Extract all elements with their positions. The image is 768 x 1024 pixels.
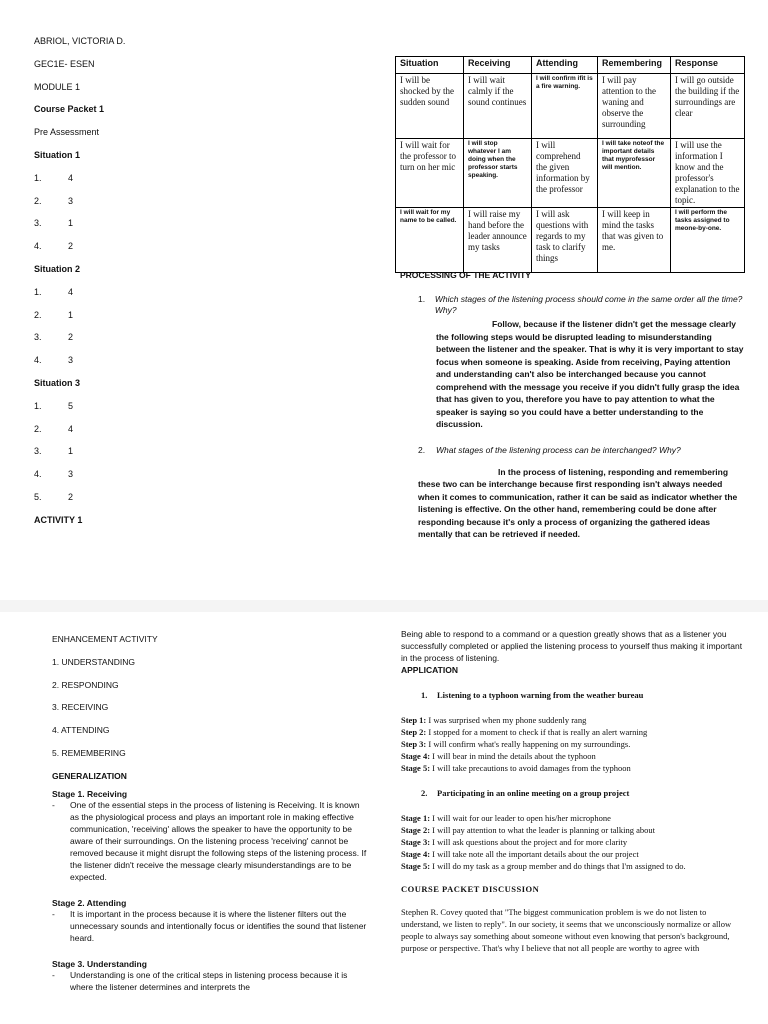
pre-assessment-label: Pre Assessment bbox=[34, 127, 100, 138]
table-cell: I will go outside the building if the surroundings are clear bbox=[671, 74, 745, 139]
left-column bbox=[34, 30, 364, 532]
stage-title: Stage 1. Receiving bbox=[52, 788, 128, 799]
enhancement-section bbox=[52, 628, 370, 993]
discussion-title: COURSE PACKET DISCUSSION bbox=[401, 884, 540, 894]
answer-item: 4. 3 bbox=[34, 355, 74, 366]
stage-text: - One of the essential steps in the process of listening is Receiving. It is known as the physiological process and plays an important role in making effective communication, 'receiving' allows the speaker to have the opportunity to be aware of their surroundings. On the listening process 'receiving' cannot be removed because it might disrupt the following steps of the listening process. If the listener didn't receive the message clearly misunderstandings are to be expected. bbox=[52, 799, 367, 882]
table-cell: I will keep in mind the tasks that was given to me. bbox=[598, 208, 671, 273]
generalization-title: GENERALIZATION bbox=[52, 770, 127, 781]
table-cell: I will confirm ifit is a fire warning. bbox=[532, 74, 598, 139]
application-step: Step 2: I stopped for a moment to check if that is really an alert warning bbox=[401, 727, 648, 737]
answer-item: 3. 1 bbox=[34, 218, 74, 229]
enhancement-item: 2. RESPONDING bbox=[52, 679, 119, 690]
application-step: Stage 4: I will take note all the important details about the our project bbox=[401, 849, 639, 859]
activity-1-label: ACTIVITY 1 bbox=[34, 514, 83, 525]
enhancement-item: 3. RECEIVING bbox=[52, 702, 109, 713]
listening-stages-table bbox=[395, 56, 744, 273]
application-step: Step 1: I was surprised when my phone suddenly rang bbox=[401, 715, 587, 725]
table-cell: I will wait for the professor to turn on her mic bbox=[396, 139, 464, 208]
table-row bbox=[396, 208, 745, 273]
answer-item: 1. 5 bbox=[34, 400, 74, 411]
answer-item: 3. 2 bbox=[34, 332, 74, 343]
intro-paragraph: Being able to respond to a command or a question greatly shows that as a listener you successfully completed or applied the listening process to yourself thus making it important in the process of listening. bbox=[401, 629, 743, 663]
table-cell: I will comprehend the given information by the professor bbox=[532, 139, 598, 208]
application-step: Stage 1: I will wait for our leader to open his/her microphone bbox=[401, 813, 611, 823]
situation-title: Situation 3 bbox=[34, 377, 81, 388]
question-2: 2. What stages of the listening process can be interchanged? Why? bbox=[418, 444, 681, 455]
table-cell: I will wait calmly if the sound continues bbox=[464, 74, 532, 139]
stage-title: Stage 2. Attending bbox=[52, 897, 127, 908]
application-1-title: 1. Listening to a typhoon warning from the weather bureau bbox=[421, 690, 644, 700]
application-2-title: 2. Participating in an online meeting on a group project bbox=[421, 788, 630, 798]
course-packet-label: Course Packet 1 bbox=[34, 104, 105, 115]
table-cell: I will pay attention to the waning and observe the surrounding bbox=[598, 74, 671, 139]
enhancement-item: 1. UNDERSTANDING bbox=[52, 656, 135, 667]
answer-1: Follow, because if the listener didn't get the message clearly the following steps would be disrupted leading to misunderstanding between the listener and the speaker. That is why it is very important to stay focus when someone is speaking. Aside from receiving, Paying attention and understanding can't also be interchanged because you cannot comprehend with the message you receive if you didn't fully grasp the idea that has given to you, therefore you have to pay attention to what the speaker is saying so you could have a better understanding to the discussion. bbox=[436, 319, 744, 429]
answer-item: 1. 4 bbox=[34, 286, 74, 297]
enhancement-item: 4. ATTENDING bbox=[52, 725, 110, 736]
application-section bbox=[401, 628, 746, 954]
header-remembering: Remembering bbox=[598, 57, 671, 74]
stage-text: - Understanding is one of the critical steps in listening process because it is where the listener determines and interprets the bbox=[52, 969, 348, 992]
application-step: Stage 5: I will take precautions to avoid damages from the typhoon bbox=[401, 763, 631, 773]
table-row bbox=[396, 74, 745, 139]
table-cell: I will take noteof the important details that myprofessor will mention. bbox=[598, 139, 671, 208]
answer-item: 2. 3 bbox=[34, 195, 74, 206]
table-cell: I will raise my hand before the leader announce my tasks bbox=[464, 208, 532, 273]
page-separator bbox=[0, 600, 768, 612]
table-cell: I will perform the tasks assigned to meone-by-one. bbox=[671, 208, 745, 273]
table-cell: I will be shocked by the sudden sound bbox=[396, 74, 464, 139]
application-step: Step 3: I will confirm what's really happening on my surroundings. bbox=[401, 739, 631, 749]
header-receiving: Receiving bbox=[464, 57, 532, 74]
application-step: Stage 5: I will do my task as a group member and do things that I'm assigned to do. bbox=[401, 861, 686, 871]
answer-item: 3. 1 bbox=[34, 446, 74, 457]
student-name: ABRIOL, VICTORIA D. bbox=[34, 36, 126, 46]
enhancement-item: 5. REMEMBERING bbox=[52, 747, 126, 758]
module-label: MODULE 1 bbox=[34, 81, 81, 92]
header-response: Response bbox=[671, 57, 745, 74]
table-row bbox=[396, 139, 745, 208]
course-code: GEC1E- ESEN bbox=[34, 58, 95, 69]
answer-item: 1. 4 bbox=[34, 172, 74, 183]
table-cell: I will stop whatever I am doing when the professor starts speaking. bbox=[464, 139, 532, 208]
question-1: 1. Which stages of the listening process should come in the same order all the time? Why? bbox=[418, 294, 743, 315]
application-step: Stage 3: I will ask questions about the project and for more clarity bbox=[401, 837, 628, 847]
answer-item: 4. 2 bbox=[34, 241, 74, 252]
application-title: APPLICATION bbox=[401, 665, 458, 675]
answer-item: 5. 2 bbox=[34, 491, 74, 502]
stage-title: Stage 3. Understanding bbox=[52, 958, 147, 969]
table-cell: I will wait for my name to be called. bbox=[396, 208, 464, 273]
answer-item: 4. 3 bbox=[34, 469, 74, 480]
enhancement-title: ENHANCEMENT ACTIVITY bbox=[52, 634, 158, 644]
situation-title: Situation 2 bbox=[34, 263, 81, 274]
table-header-row bbox=[396, 57, 745, 74]
application-step: Stage 2: I will pay attention to what the leader is planning or talking about bbox=[401, 825, 656, 835]
application-step: Stage 4: I will bear in mind the details about the typhoon bbox=[401, 751, 596, 761]
header-attending: Attending bbox=[532, 57, 598, 74]
situation-title: Situation 1 bbox=[34, 149, 81, 160]
stage-text: - It is important in the process because it is where the listener filters out the unnecessary sounds and intentionally focus or identifies the sound that listener heard. bbox=[52, 908, 367, 943]
answer-item: 2. 1 bbox=[34, 309, 74, 320]
table-cell: I will use the information I know and the professor's explanation to the topic. bbox=[671, 139, 745, 208]
answer-2: In the process of listening, responding and remembering these two can be interchange because first responding isn't always needed when it comes to communication, rather it can be said as indicator whether the listening is effective. On the other hand, remembering could be done after responding because it's only a process of organizing the gathered ideas mentally that can be retrieved if needed. bbox=[418, 466, 738, 539]
discussion-paragraph: Stephen R. Covey quoted that "The biggest communication problem is we do not listen to understand, we listen to reply". In our society, it seems that we unconsciously normalize or allow people to always say something about someone without even knowing that person's background, purpose or perspective. That's why I believe that not all people are worthy to agree with bbox=[401, 907, 732, 953]
header-situation: Situation bbox=[396, 57, 464, 74]
processing-section bbox=[400, 270, 745, 541]
table-cell: I will ask questions with regards to my task to clarify things bbox=[532, 208, 598, 273]
answer-item: 2. 4 bbox=[34, 423, 74, 434]
processing-title: PROCESSING OF THE ACTIVITY bbox=[400, 270, 531, 280]
